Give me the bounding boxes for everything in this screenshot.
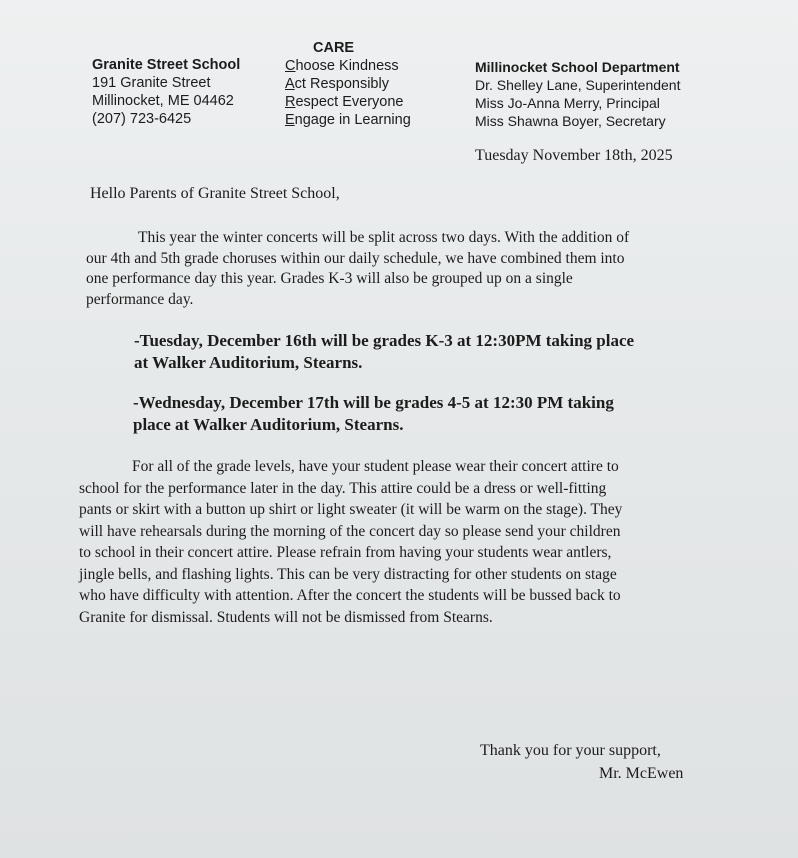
greeting: Hello Parents of Granite Street School, — [90, 185, 340, 202]
paragraph-line: For all of the grade levels, have your student please wear their concert attire to — [132, 458, 619, 475]
care-item-choose: Choose Kindness — [285, 58, 399, 74]
school-city: Millinocket, ME 04462 — [92, 93, 234, 109]
paragraph-line: performance day. — [86, 290, 194, 308]
care-item-act: Act Responsibly — [285, 76, 389, 92]
department-block — [475, 58, 680, 130]
staff-secretary: Miss Shawna Boyer, Secretary — [475, 113, 666, 129]
school-street: 191 Granite Street — [92, 75, 211, 91]
paragraph-line: one performance day this year. Grades K-3 will also be grouped up on a single — [86, 270, 573, 287]
schedule-item-tuesday: -Tuesday, December 16th will be grades K-3 at 12:30PM taking place at Walker Auditorium, Stearns. — [134, 331, 635, 372]
school-address-block — [92, 56, 240, 128]
school-phone: (207) 723-6425 — [92, 111, 192, 127]
care-motto-block — [285, 39, 411, 129]
paragraph-line: pants or skirt with a button up shirt or light sweater (it will be warm on the stage). They — [79, 501, 623, 518]
care-item-respect: Respect Everyone — [285, 94, 404, 110]
intro-paragraph — [86, 228, 629, 310]
signature: Mr. McEwen — [599, 765, 684, 782]
paragraph-line: who have difficulty with attention. After the concert the students will be bussed back to — [79, 587, 621, 604]
attire-paragraph — [79, 456, 622, 628]
department-name: Millinocket School Department — [475, 59, 680, 75]
care-title: CARE — [313, 40, 355, 56]
paragraph-line: will have rehearsals during the morning of the concert day so please send your children — [79, 522, 621, 540]
staff-principal: Miss Jo-Anna Merry, Principal — [475, 95, 660, 111]
schedule-item-wednesday: -Wednesday, December 17th will be grades 4-5 at 12:30 PM taking place at Walker Auditorium, Stearns. — [133, 393, 614, 434]
care-item-engage: Engage in Learning — [285, 112, 411, 128]
paragraph-line: school for the performance later in the day. This attire could be a dress or well-fitting — [79, 479, 607, 497]
paragraph-line: Granite for dismissal. Students will not be dismissed from Stearns. — [79, 608, 493, 626]
closing: Thank you for your support, — [480, 742, 661, 759]
school-name: Granite Street School — [92, 57, 241, 73]
paragraph-line: our 4th and 5th grade choruses within our daily schedule, we have combined them into — [86, 249, 625, 267]
staff-superintendent: Dr. Shelley Lane, Superintendent — [475, 77, 681, 93]
letter-date: Tuesday November 18th, 2025 — [475, 147, 673, 164]
paragraph-line: to school in their concert attire. Please refrain from having your students wear antlers, — [79, 544, 612, 561]
paragraph-line: This year the winter concerts will be split across two days. With the addition of — [138, 229, 630, 246]
paragraph-line: jingle bells, and flashing lights. This can be very distracting for other students on stage — [79, 565, 617, 583]
